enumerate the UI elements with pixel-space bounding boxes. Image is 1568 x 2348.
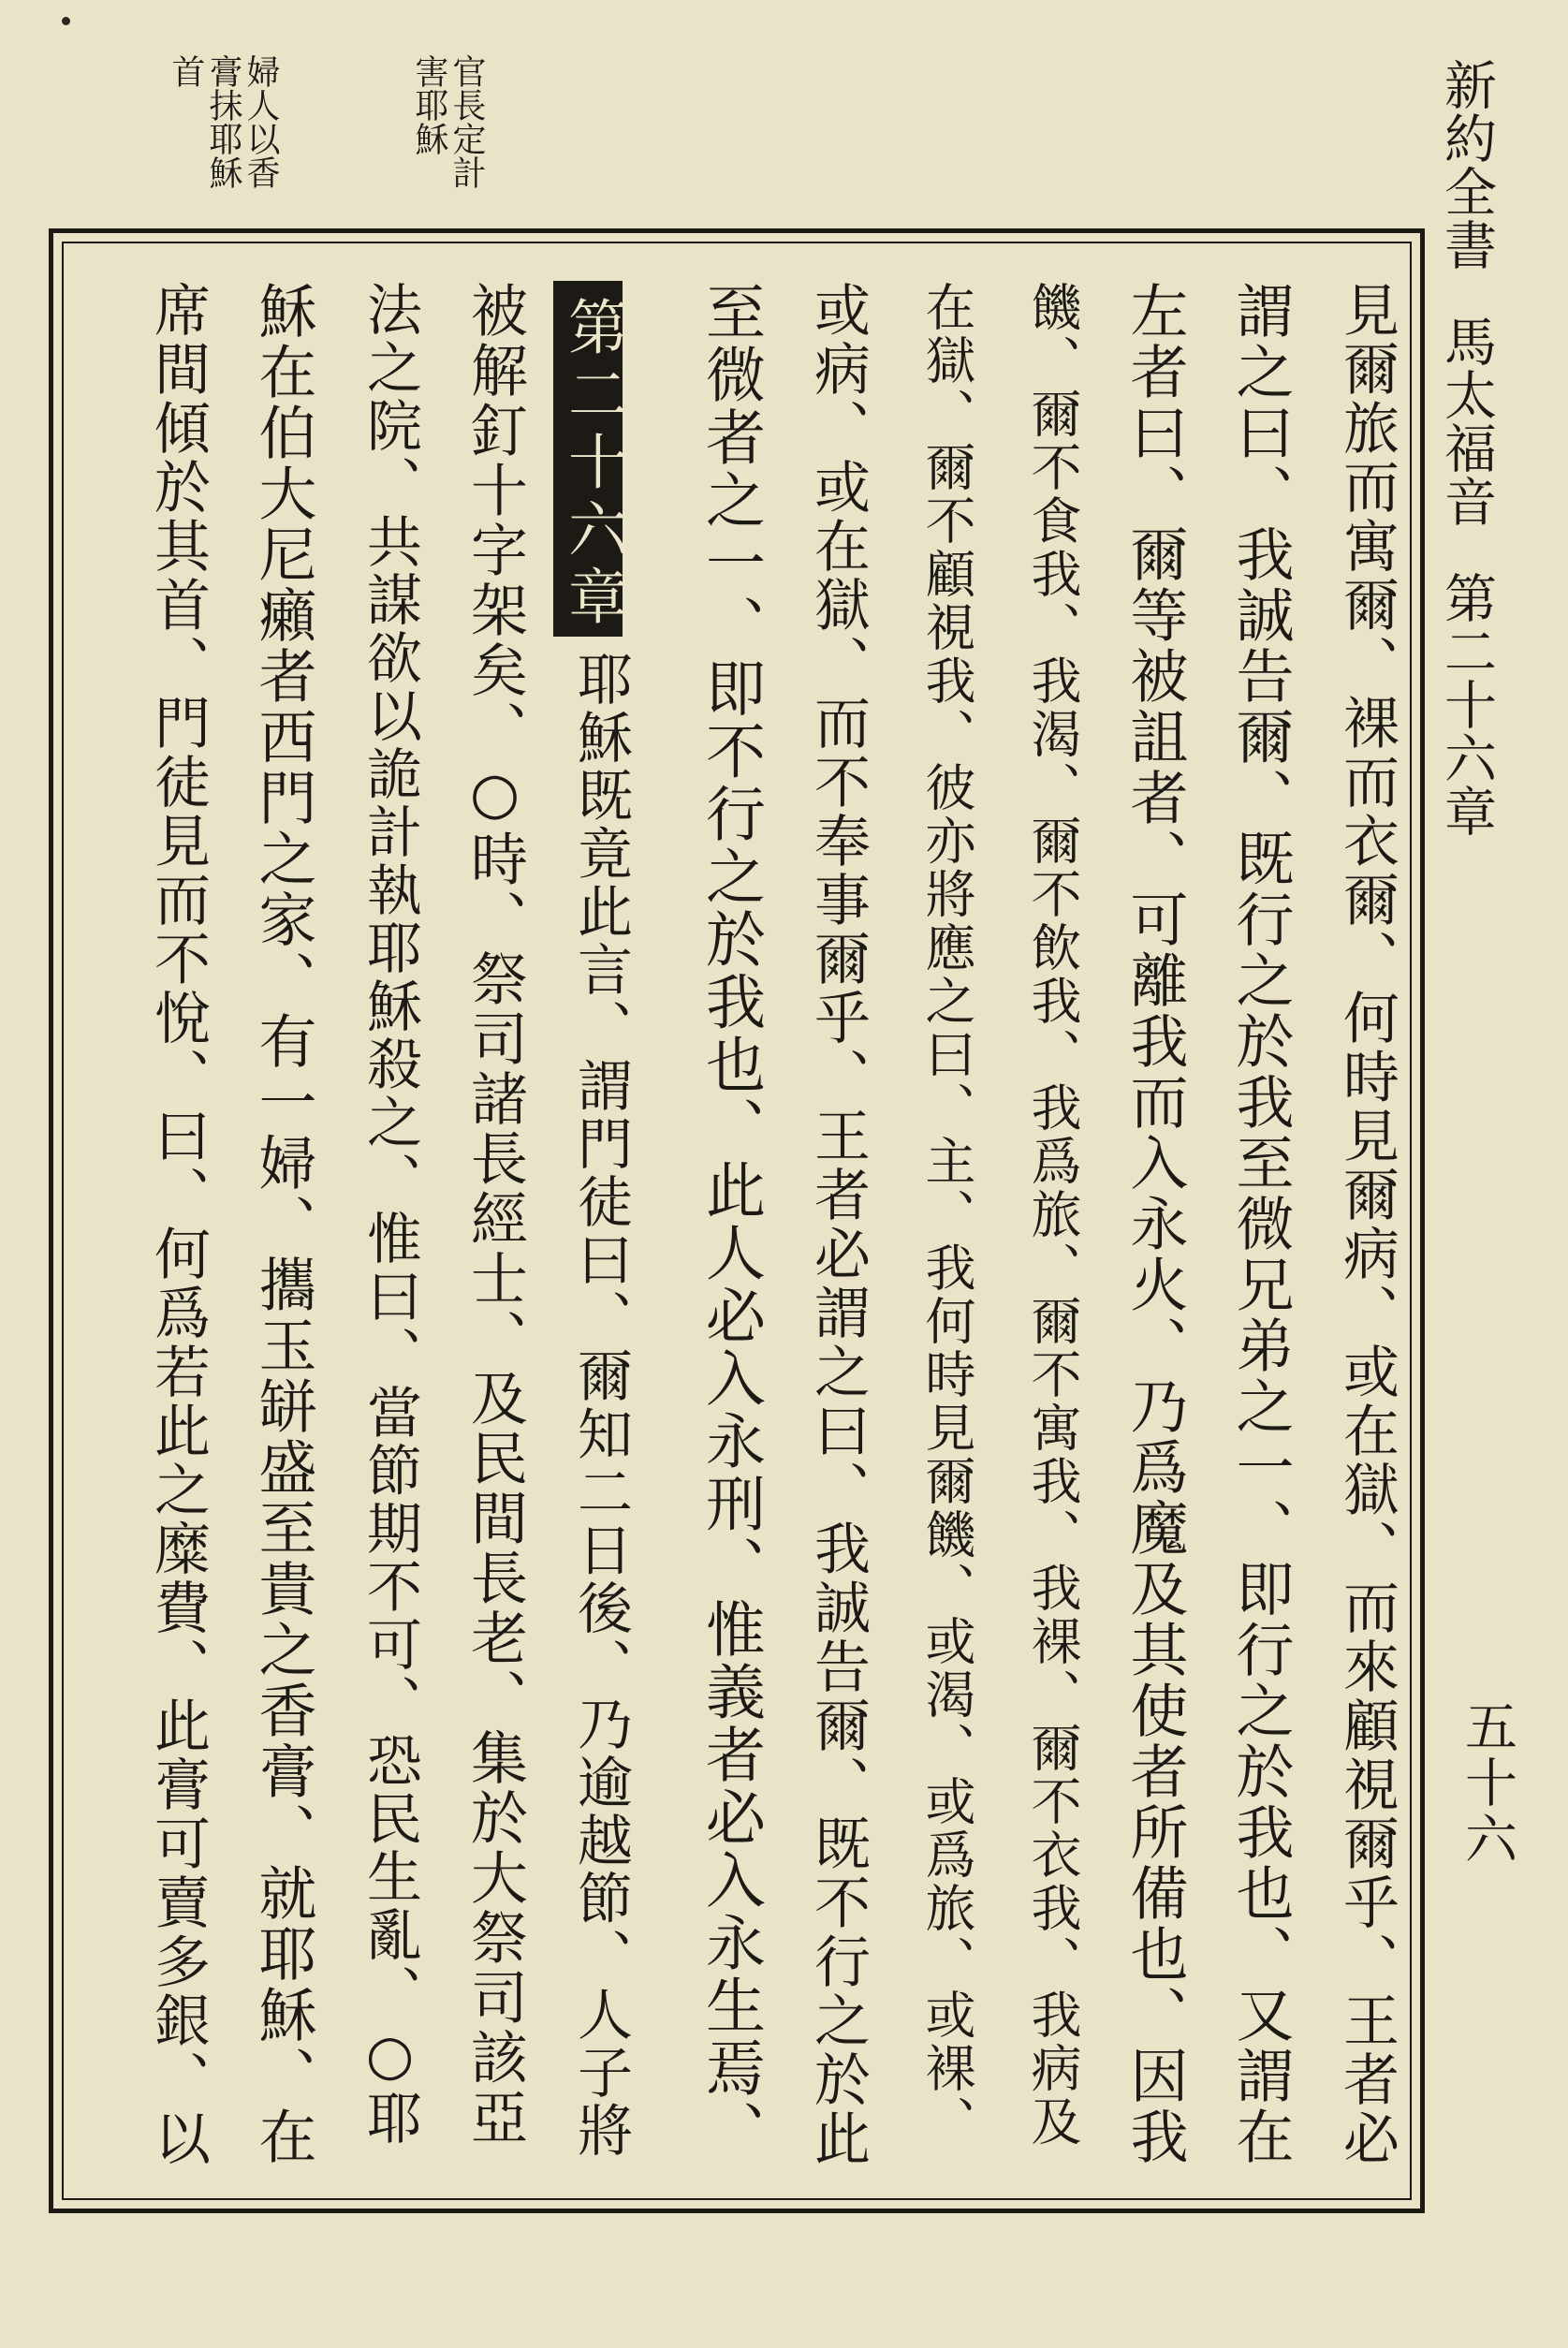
text-column: 席間傾於其首、門徒見而不悅、曰、何爲若此之糜費、此膏可賣多銀、以 <box>145 281 211 2168</box>
text-column: 左者曰、爾等被詛者、可離我而入永火、乃爲魔及其使者所備也、因我 <box>1121 281 1189 2167</box>
text-column: 或病、或在獄、而不奉事爾乎、王者必謂之曰、我誠告爾、既不行之於此 <box>805 281 871 2168</box>
head-note-plot <box>410 54 486 189</box>
ink-speck <box>62 17 70 25</box>
running-head-gospel: 馬太福音 <box>1436 315 1497 528</box>
head-note-line: 婦人以香 <box>242 54 280 189</box>
head-note-anointing <box>167 54 280 189</box>
page-number: 五十六 <box>1457 1699 1517 1868</box>
text-column: 謂之曰、我誠告爾、既行之於我至微兄弟之一、即行之於我也、又謂在 <box>1226 281 1295 2167</box>
text-column: 饑、爾不食我、我渴、爾不飲我、我爲旅、爾不寓我、我裸、爾不衣我、我病及 <box>1023 281 1082 2149</box>
head-note-line: 害耶穌 <box>410 54 448 155</box>
running-head-book: 新約全書 <box>1436 58 1497 271</box>
text-column: 至微者之一、即不行之於我也、此人必入永刑、惟義者必入永生焉、 <box>696 281 765 2163</box>
text-column: 見爾旅而寓爾、裸而衣爾、何時見爾病、或在獄、而來顧視爾乎、王者必 <box>1334 281 1399 2168</box>
head-note-line: 官長定計 <box>447 54 486 189</box>
body-text <box>84 281 1399 2181</box>
chapter-heading: 第二十六章 <box>553 281 623 637</box>
running-head <box>1436 58 1497 838</box>
running-head-chapter: 第二十六章 <box>1436 571 1497 838</box>
head-note-line: 膏抹耶穌 <box>204 54 242 189</box>
text-column: 穌在伯大尼癩者西門之家、有一婦、攜玉缾盛至貴之香膏、就耶穌、在 <box>249 281 317 2167</box>
head-notes <box>159 54 506 223</box>
text-column: 在獄、爾不顧視我、彼亦將應之曰、主、我何時見爾饑、或渴、或爲旅、或裸、 <box>917 281 976 2149</box>
text-column: 法之院、共謀欲以詭計執耶穌殺之、惟曰、當節期不可、恐民生亂、○耶 <box>358 281 422 2148</box>
head-note-line: 首 <box>167 54 205 88</box>
text-column: 被解釘十字架矣、○時、祭司諸長經士、及民間長老、集於大祭司該亞 <box>462 281 528 2148</box>
text-column: 耶穌既竟此言、謂門徒曰、爾知二日後、乃逾越節、人子將 <box>568 651 633 2160</box>
